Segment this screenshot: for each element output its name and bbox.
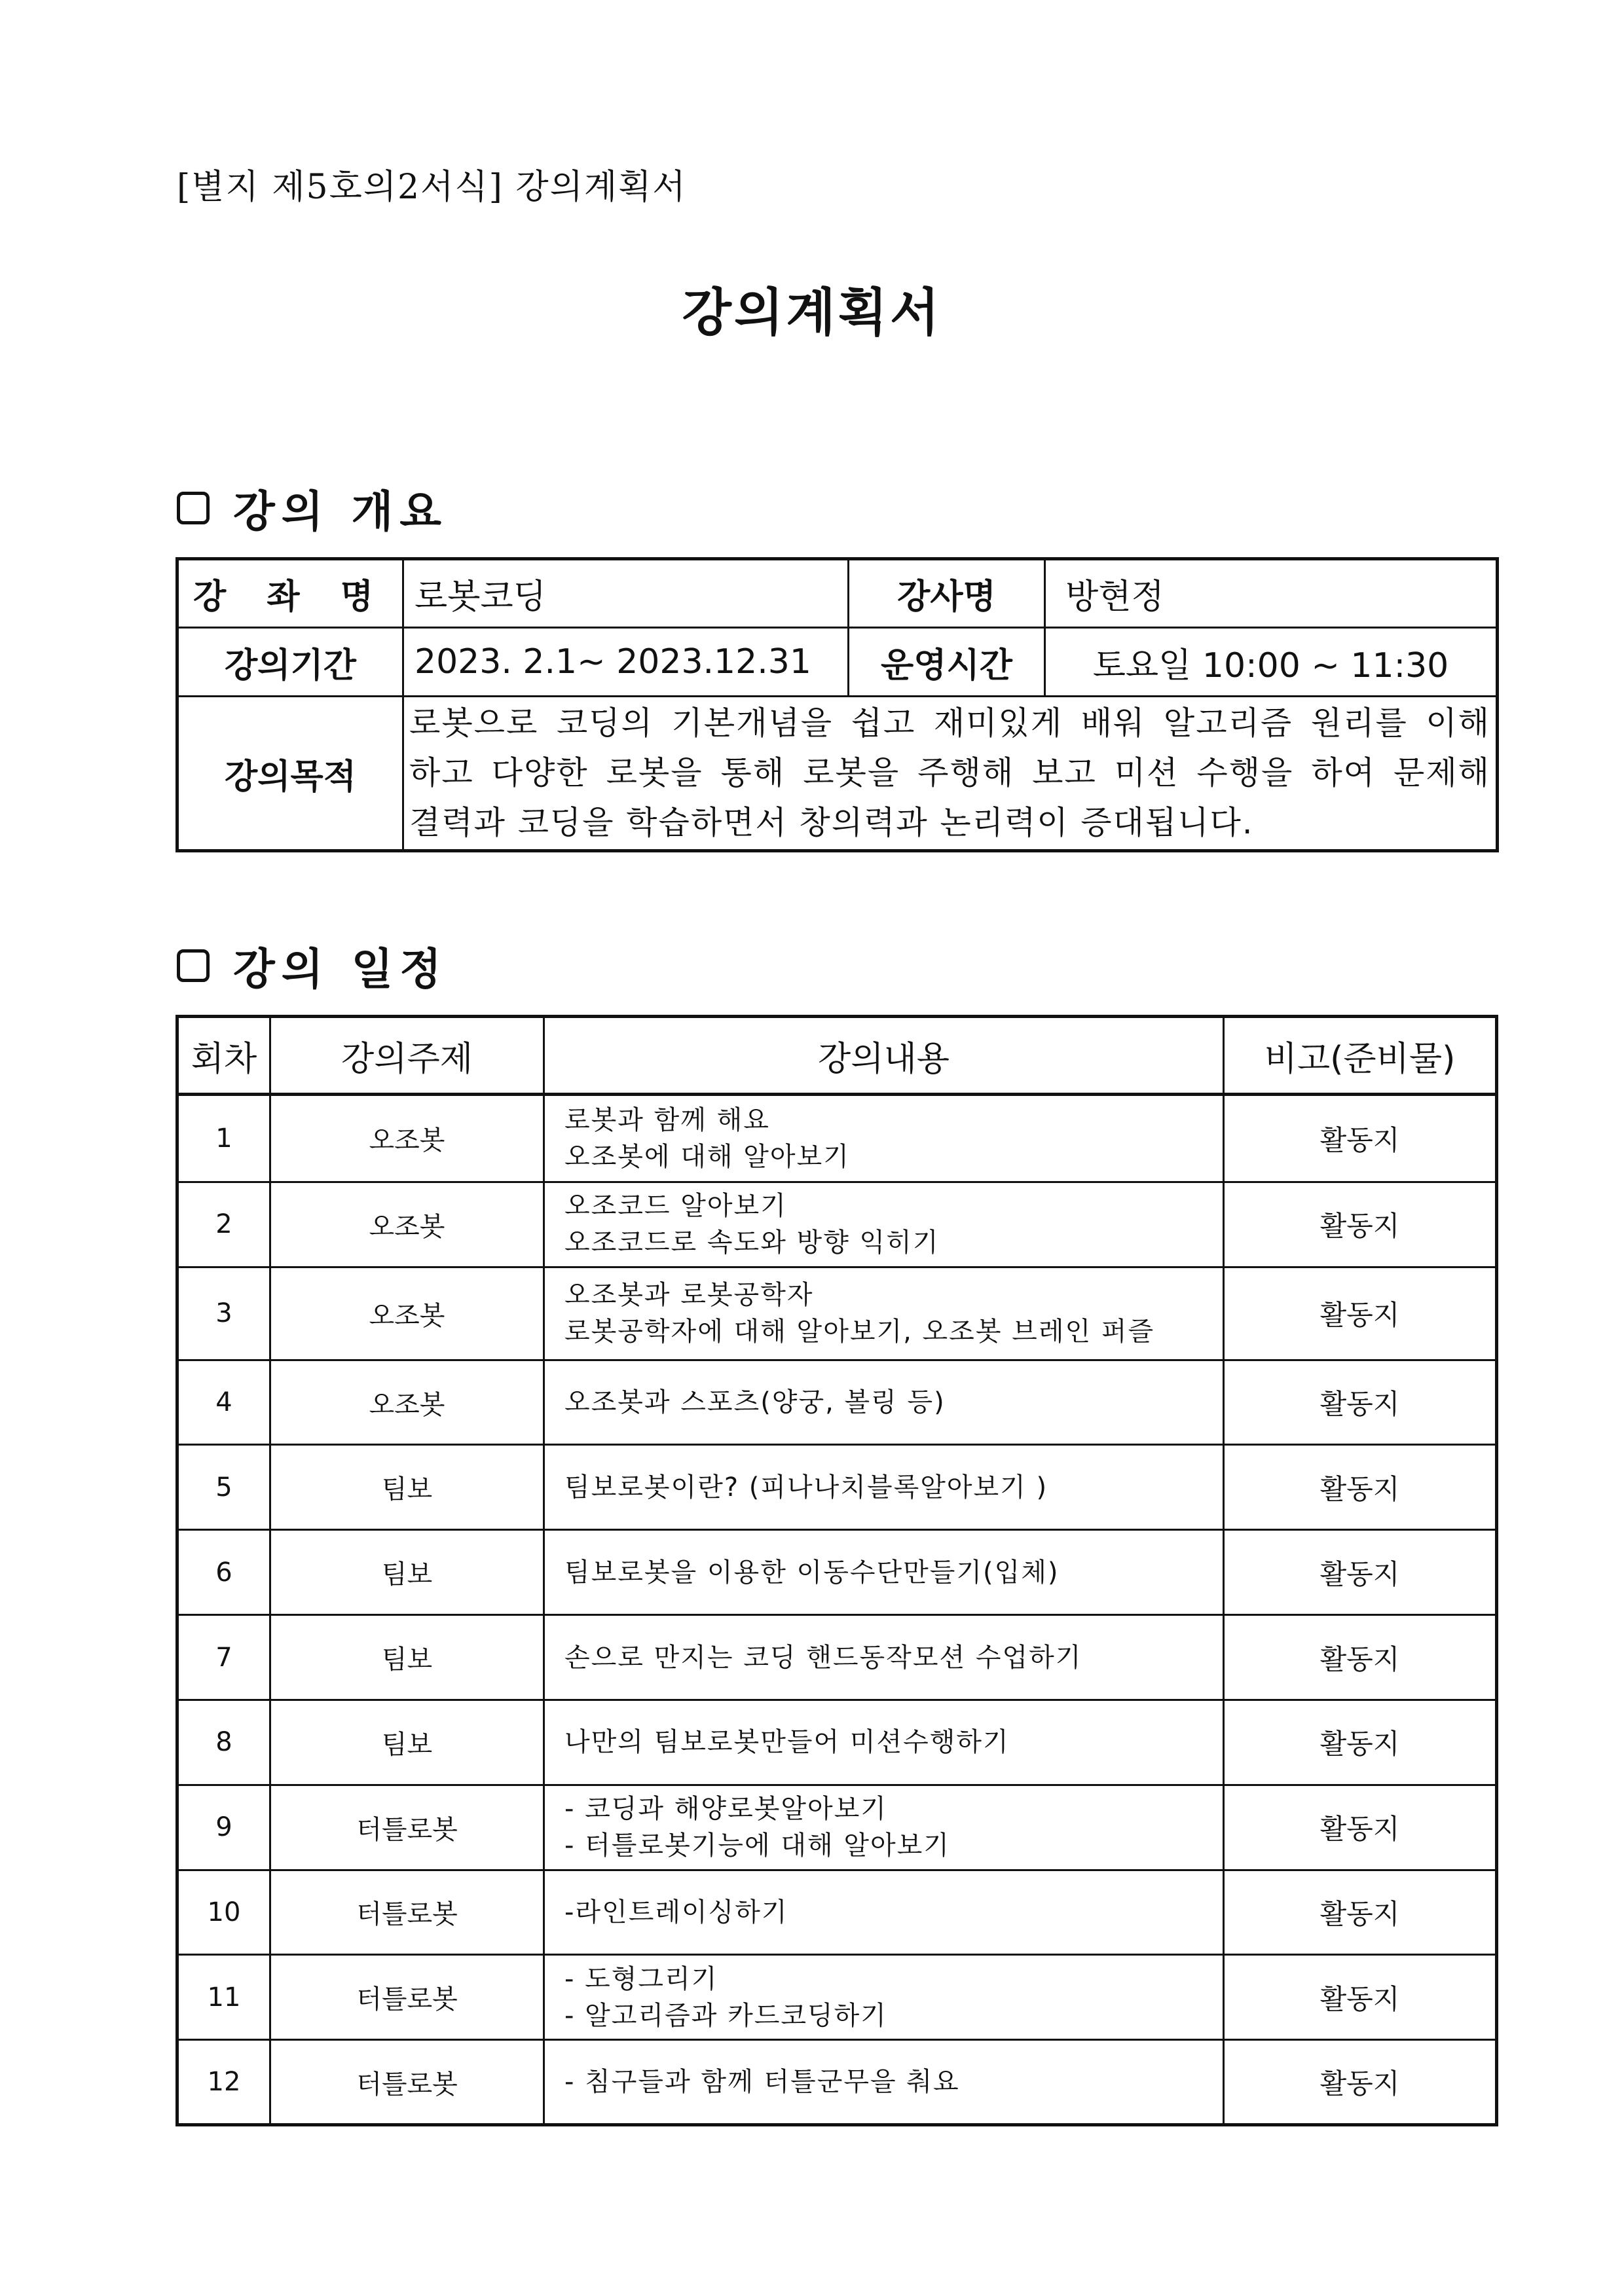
table-row: [177, 2040, 1497, 2125]
lecture-content: [544, 1870, 1224, 1955]
table-row: [177, 1955, 1497, 2040]
hours-label: 운영시간: [849, 628, 1045, 697]
schedule-body: [177, 1095, 1497, 2125]
lecture-content-line: 오조코드 알아보기: [564, 1191, 787, 1222]
instructor-value: 방현정: [1045, 559, 1498, 628]
lecture-content-line: 나만의 팀보로봇만들어 미션수행하기: [564, 1727, 1010, 1758]
header-materials: 비고(준비물): [1224, 1017, 1497, 1095]
lecture-content: [544, 1700, 1224, 1785]
checkbox-square-icon: [177, 492, 210, 524]
lecture-topic: 팀보: [270, 1530, 544, 1615]
session-number: 12: [177, 2040, 270, 2125]
lecture-content: [544, 1095, 1224, 1182]
lecture-content-line: - 코딩과 해양로봇알아보기: [564, 1794, 887, 1825]
lecture-content-line: 팀보로봇을 이용한 이동수단만들기(입체): [564, 1557, 1060, 1588]
session-number: 1: [177, 1095, 270, 1182]
lecture-content-line: - 알고리즘과 카드코딩하기: [564, 2000, 887, 2031]
lecture-topic: 오조봇: [270, 1095, 544, 1182]
session-number: 9: [177, 1785, 270, 1870]
lecture-content-line: 팀보로봇이란? (피나나치블록알아보기 ): [564, 1472, 1048, 1503]
table-row: [177, 1267, 1497, 1360]
table-row: [177, 1360, 1497, 1445]
materials-note: 활동지: [1224, 1955, 1497, 2040]
session-number: 2: [177, 1182, 270, 1267]
materials-note: 활동지: [1224, 1700, 1497, 1785]
lecture-topic: 터틀로봇: [270, 1955, 544, 2040]
materials-note: 활동지: [1224, 1870, 1497, 1955]
section-heading-schedule: [177, 934, 448, 996]
section-heading-overview-text: 강의 개요: [233, 486, 449, 537]
form-label: [별지 제5호의2서식] 강의계획서: [177, 168, 687, 207]
checkbox-square-icon: [177, 949, 210, 982]
table-row: [177, 1785, 1497, 1870]
lecture-content: [544, 1955, 1224, 2040]
materials-note: 활동지: [1224, 1785, 1497, 1870]
lecture-content-line: 오조코드로 속도와 방향 익히기: [564, 1228, 940, 1258]
materials-note: 활동지: [1224, 1360, 1497, 1445]
lecture-content: [544, 1360, 1224, 1445]
table-row: [177, 1182, 1497, 1267]
overview-table: [175, 557, 1499, 852]
table-row: [177, 1530, 1497, 1615]
session-number: 4: [177, 1360, 270, 1445]
lecture-content-line: -라인트레이싱하기: [564, 1897, 788, 1927]
lecture-topic: 터틀로봇: [270, 1785, 544, 1870]
lecture-topic: 팀보: [270, 1700, 544, 1785]
materials-note: 활동지: [1224, 1267, 1497, 1360]
session-number: 11: [177, 1955, 270, 2040]
purpose-label: 강의목적: [177, 697, 403, 851]
header-content: 강의내용: [544, 1017, 1224, 1095]
course-name-value: 로봇코딩: [403, 559, 849, 628]
course-name-label: 강 좌 명: [177, 559, 403, 628]
period-value: 2023. 2.1~ 2023.12.31: [403, 628, 849, 697]
purpose-line: 하고 다양한 로봇을 통해 로봇을 주행해 보고 미션 수행을 하여 문제해: [409, 754, 1490, 792]
lecture-topic: 오조봇: [270, 1360, 544, 1445]
lecture-topic: 팀보: [270, 1615, 544, 1700]
lecture-content: [544, 1785, 1224, 1870]
materials-note: 활동지: [1224, 1095, 1497, 1182]
lecture-content-line: 로봇과 함께 해요: [564, 1104, 770, 1135]
session-number: 5: [177, 1445, 270, 1530]
table-row: [177, 1615, 1497, 1700]
document-title: 강의계획서: [682, 283, 942, 342]
lecture-content-line: - 도형그리기: [564, 1963, 718, 1994]
instructor-label: 강사명: [849, 559, 1045, 628]
session-number: 8: [177, 1700, 270, 1785]
lecture-content-line: 로봇공학자에 대해 알아보기, 오조봇 브레인 퍼즐: [564, 1317, 1155, 1347]
lecture-topic: 오조봇: [270, 1267, 544, 1360]
table-row: [177, 1445, 1497, 1530]
purpose-line: 로봇으로 코딩의 기본개념을 쉽고 재미있게 배워 알고리즘 원리를 이해: [409, 704, 1490, 742]
table-row: [177, 1095, 1497, 1182]
lecture-content-line: 오조봇에 대해 알아보기: [564, 1141, 850, 1172]
session-number: 10: [177, 1870, 270, 1955]
materials-note: 활동지: [1224, 1182, 1497, 1267]
section-heading-schedule-text: 강의 일정: [233, 944, 449, 994]
lecture-content: [544, 1530, 1224, 1615]
session-number: 3: [177, 1267, 270, 1360]
lecture-content-line: - 터틀로봇기능에 대해 알아보기: [564, 1831, 950, 1861]
lecture-topic: 오조봇: [270, 1182, 544, 1267]
header-session: 회차: [177, 1017, 270, 1095]
lecture-topic: 터틀로봇: [270, 2040, 544, 2125]
lecture-content-line: 손으로 만지는 코딩 핸드동작모션 수업하기: [564, 1642, 1082, 1673]
session-number: 7: [177, 1615, 270, 1700]
materials-note: 활동지: [1224, 2040, 1497, 2125]
hours-value: 토요일 10:00 ~ 11:30: [1045, 628, 1498, 697]
lecture-content-line: 오조봇과 로봇공학자: [564, 1280, 814, 1311]
lecture-content-line: 오조봇과 스포츠(양궁, 볼링 등): [564, 1387, 946, 1418]
purpose-text: [403, 697, 1498, 851]
materials-note: 활동지: [1224, 1615, 1497, 1700]
section-heading-overview: [177, 477, 448, 539]
table-row: [177, 1870, 1497, 1955]
purpose-line: 결력과 코딩을 학습하면서 창의력과 논리력이 증대됩니다.: [409, 804, 1254, 841]
lecture-content: [544, 2040, 1224, 2125]
lecture-content: [544, 1182, 1224, 1267]
session-number: 6: [177, 1530, 270, 1615]
period-label: 강의기간: [177, 628, 403, 697]
header-topic: 강의주제: [270, 1017, 544, 1095]
materials-note: 활동지: [1224, 1530, 1497, 1615]
table-row: [177, 1700, 1497, 1785]
schedule-table: [175, 1015, 1498, 2126]
lecture-content: [544, 1615, 1224, 1700]
lecture-topic: 터틀로봇: [270, 1870, 544, 1955]
materials-note: 활동지: [1224, 1445, 1497, 1530]
lecture-content-line: - 침구들과 함께 터틀군무을 춰요: [564, 2067, 960, 2098]
lecture-topic: 팀보: [270, 1445, 544, 1530]
lecture-content: [544, 1445, 1224, 1530]
lecture-content: [544, 1267, 1224, 1360]
